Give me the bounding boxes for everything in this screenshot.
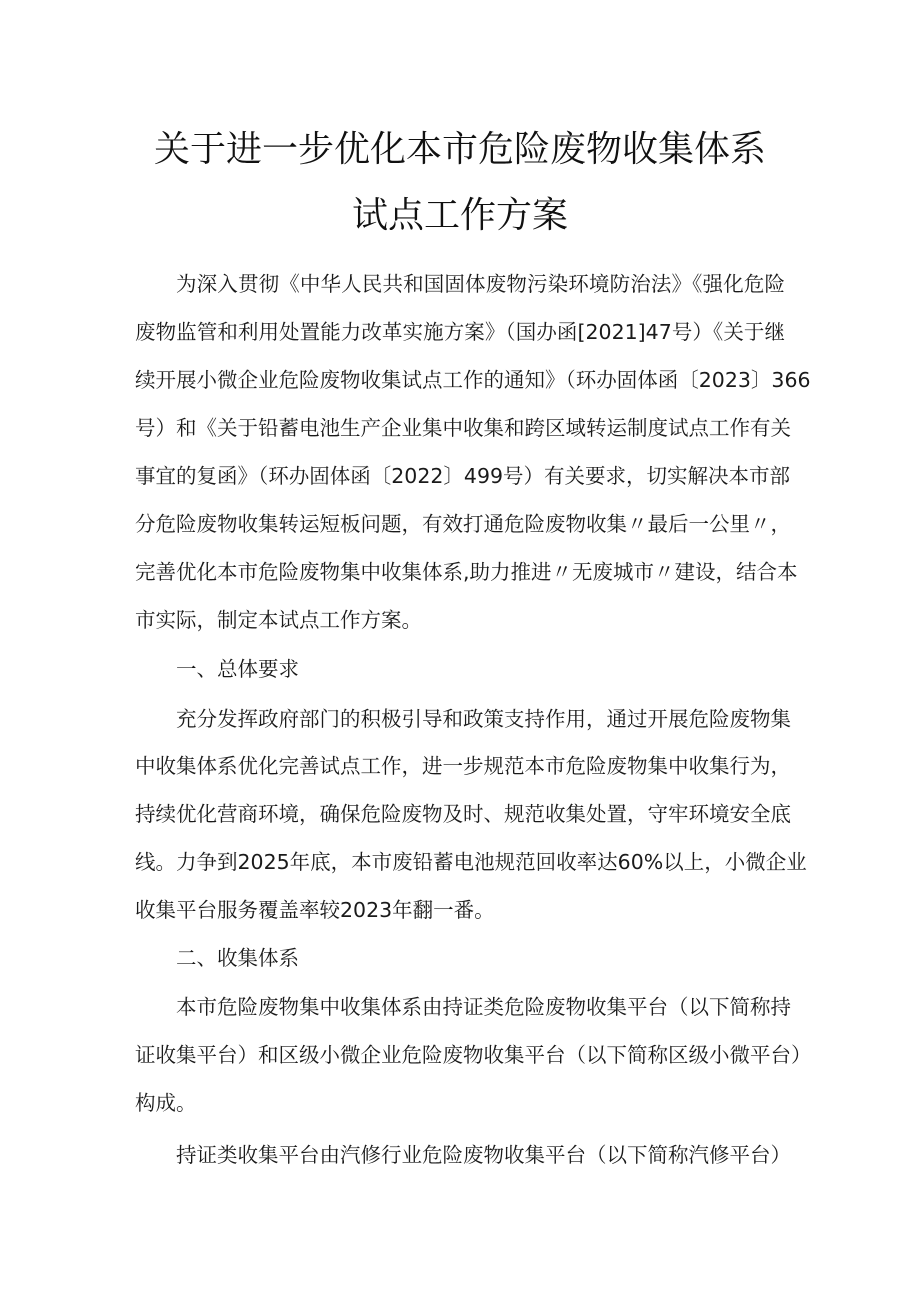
intro-line: 分危险废物收集转运短板问题，有效打通危险废物收集〃最后一公里〃， bbox=[135, 512, 791, 536]
section-heading-collection-system: 二、收集体系 bbox=[176, 946, 299, 970]
intro-line: 市实际，制定本试点工作方案。 bbox=[135, 608, 422, 632]
intro-line: 事宜的复函》（环办固体函〔2022〕499号）有关要求，切实解决本市部 bbox=[135, 464, 791, 488]
section1-line: 收集平台服务覆盖率较2023年翻一番。 bbox=[135, 898, 495, 922]
section1-line: 充分发挥政府部门的积极引导和政策支持作用，通过开展危险废物集 bbox=[176, 707, 791, 731]
section2-paragraph2-line: 持证类收集平台由汽修行业危险废物收集平台（以下简称汽修平台） bbox=[176, 1143, 791, 1167]
document-title-line-1: 关于进一步优化本市危险废物收集体系 bbox=[153, 129, 766, 170]
section2-line: 构成。 bbox=[135, 1091, 197, 1115]
intro-line: 续开展小微企业危险废物收集试点工作的通知》（环办固体函〔2023〕366 bbox=[135, 368, 811, 392]
section1-line: 中收集体系优化完善试点工作，进一步规范本市危险废物集中收集行为， bbox=[135, 754, 791, 778]
section2-line: 证收集平台）和区级小微企业危险废物收集平台（以下简称区级小微平台） bbox=[135, 1043, 812, 1067]
section2-line: 本市危险废物集中收集体系由持证类危险废物收集平台（以下简称持 bbox=[176, 995, 791, 1019]
intro-line: 废物监管和利用处置能力改革实施方案》（国办函[2021]47号）《关于继 bbox=[135, 320, 785, 344]
intro-line: 完善优化本市危险废物集中收集体系,助力推进〃无废城市〃建设，结合本 bbox=[135, 560, 798, 584]
section1-line: 线。力争到2025年底，本市废铅蓄电池规范回收率达60%以上，小微企业 bbox=[135, 850, 807, 874]
intro-line: 为深入贯彻《中华人民共和国固体废物污染环境防治法》《强化危险 bbox=[176, 272, 785, 296]
intro-line: 号）和《关于铅蓄电池生产企业集中收集和跨区域转运制度试点工作有关 bbox=[135, 416, 791, 440]
section1-line: 持续优化营商环境，确保危险废物及时、规范收集处置，守牢环境安全底 bbox=[135, 802, 791, 826]
section-heading-general-requirements: 一、总体要求 bbox=[176, 657, 299, 681]
document-title-line-2: 试点工作方案 bbox=[351, 195, 568, 236]
